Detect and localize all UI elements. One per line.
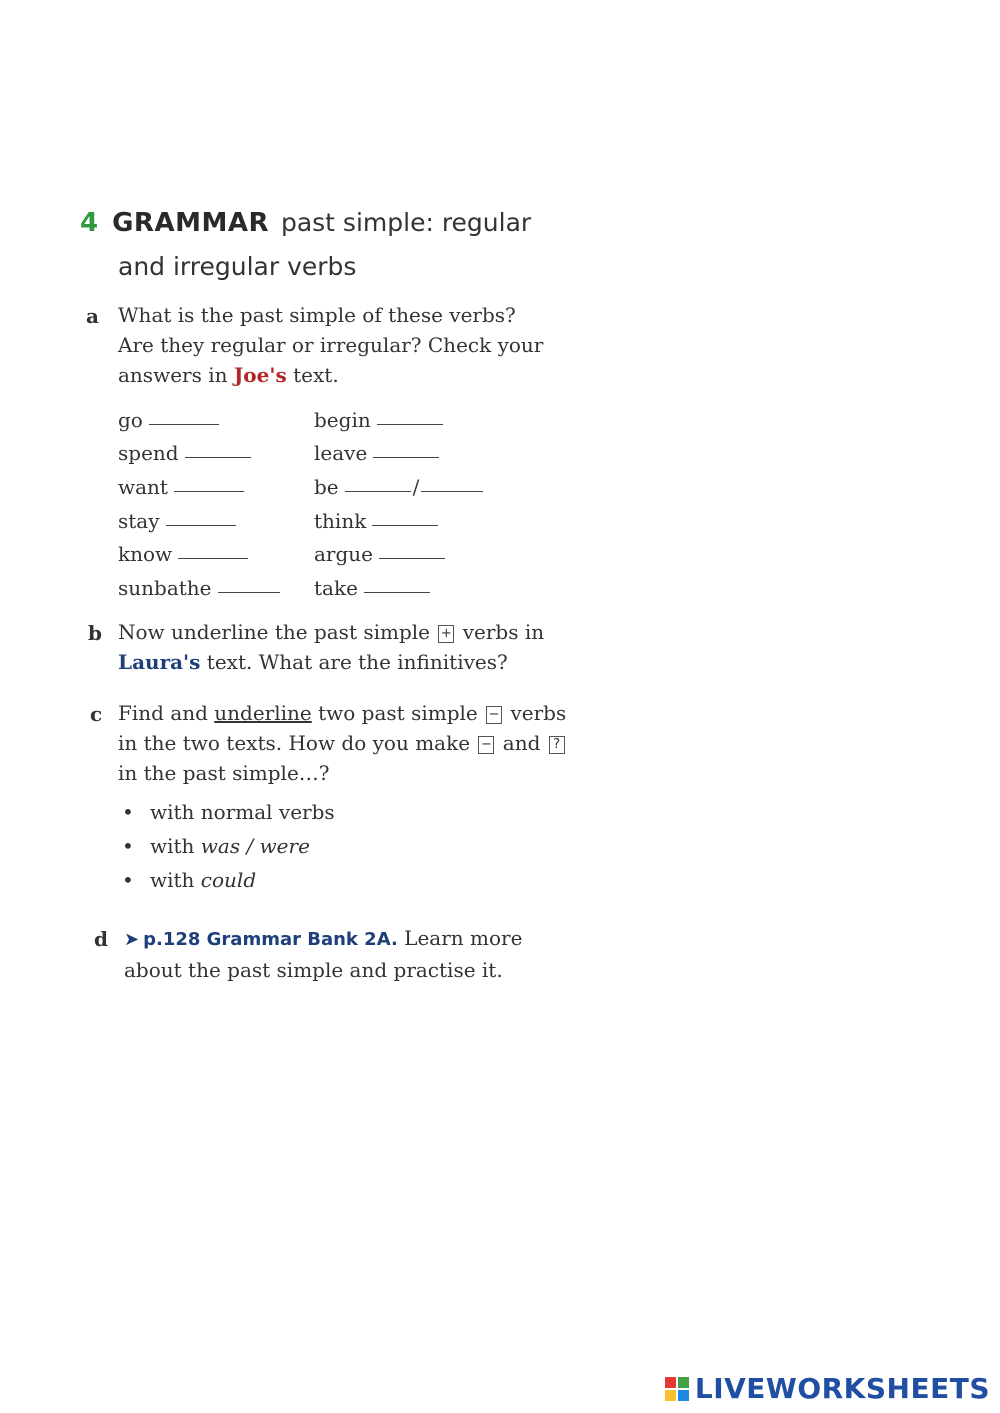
exercise-c-line3: in the past simple…? — [118, 761, 330, 785]
verb-item — [314, 576, 430, 600]
exercise-a-line2: Are they regular or irregular? Check your — [118, 333, 544, 357]
exercise-a-line1: What is the past simple of these verbs? — [118, 303, 516, 327]
exercise-d-instructions — [124, 923, 644, 985]
exercise-d-line1-post: Learn more — [397, 926, 523, 950]
verb-item — [314, 542, 445, 566]
verb-label: go — [118, 408, 143, 432]
bullet-icon: • — [122, 800, 134, 824]
list-item — [122, 868, 256, 892]
joe-name: Joe's — [233, 363, 287, 387]
underline-word: underline — [214, 701, 312, 725]
exercise-d-letter: d — [94, 927, 108, 951]
exercise-c-line2-pre: in the two texts. How do you make — [118, 731, 477, 755]
exercise-c-line1-post: verbs — [504, 701, 567, 725]
verb-label: stay — [118, 509, 160, 533]
liveworksheets-logo — [665, 1372, 990, 1405]
bullet-italic: could — [200, 868, 257, 892]
question-symbol-box: ? — [549, 736, 565, 754]
bullet-italic: was / were — [200, 834, 310, 858]
answer-blank[interactable] — [185, 456, 251, 458]
section-number: 4 — [80, 208, 99, 238]
liveworksheets-brand: LIVEWORKSHEETS — [694, 1372, 990, 1405]
answer-blank[interactable] — [421, 490, 483, 492]
exercise-a-instructions — [118, 300, 638, 390]
bullet-text: with — [150, 834, 201, 858]
answer-blank[interactable] — [218, 591, 280, 593]
verb-item — [118, 441, 251, 465]
section-subtitle-line1: past simple: regular — [280, 208, 532, 237]
answer-blank[interactable] — [178, 557, 248, 559]
arrow-icon: ➤ — [124, 929, 140, 950]
exercise-c-line1-pre: Find and — [118, 701, 215, 725]
verb-item — [118, 509, 236, 533]
verb-item — [314, 441, 439, 465]
exercise-a-line3-pre: answers in — [118, 363, 234, 387]
exercise-a-letter: a — [86, 304, 99, 328]
answer-blank[interactable] — [166, 524, 236, 526]
verb-item — [118, 576, 280, 600]
verb-label: be — [314, 475, 339, 499]
be-separator: / — [412, 475, 420, 499]
exercise-c-instructions — [118, 698, 638, 788]
plus-symbol-box: + — [438, 625, 454, 643]
answer-blank[interactable] — [345, 490, 411, 492]
answer-blank[interactable] — [174, 490, 244, 492]
verb-label: know — [118, 542, 173, 566]
answer-blank[interactable] — [377, 423, 443, 425]
exercise-d-line2: about the past simple and practise it. — [124, 958, 503, 982]
verb-label: sunbathe — [118, 576, 212, 600]
exercise-a-line3-post: text. — [286, 363, 339, 387]
bullet-icon: • — [122, 868, 134, 892]
exercise-c-line1-mid: two past simple — [311, 701, 485, 725]
answer-blank[interactable] — [149, 423, 219, 425]
verb-label: leave — [314, 441, 368, 465]
verb-label: want — [118, 475, 168, 499]
section-subtitle-line2: and irregular verbs — [118, 252, 357, 281]
exercise-a-line3 — [118, 360, 638, 390]
verb-item — [118, 475, 244, 499]
verb-label: take — [314, 576, 358, 600]
answer-blank[interactable] — [379, 557, 445, 559]
verb-item — [314, 509, 438, 533]
verb-label: begin — [314, 408, 371, 432]
verb-label: argue — [314, 542, 374, 566]
exercise-b-line1-post: verbs in — [456, 620, 545, 644]
bullet-text: with — [150, 868, 201, 892]
answer-blank[interactable] — [372, 524, 438, 526]
exercise-b-line2-post: text. What are the infinitives? — [200, 650, 508, 674]
bullet-text: with normal verbs — [150, 800, 335, 824]
list-item — [122, 834, 310, 858]
verb-label: think — [314, 509, 367, 533]
verb-label: spend — [118, 441, 179, 465]
minus-symbol-box: − — [478, 736, 494, 754]
verb-item — [314, 475, 483, 499]
bullet-icon: • — [122, 834, 134, 858]
exercise-b-instructions — [118, 617, 638, 677]
list-item — [122, 800, 335, 824]
answer-blank[interactable] — [373, 456, 439, 458]
minus-symbol-box: − — [486, 706, 502, 724]
exercise-b-line1-pre: Now underline the past simple — [118, 620, 437, 644]
verb-item — [314, 408, 443, 432]
liveworksheets-logo-icon — [665, 1377, 689, 1401]
verb-item — [118, 542, 248, 566]
verb-item — [118, 408, 219, 432]
answer-blank[interactable] — [364, 591, 430, 593]
exercise-c-letter: c — [90, 702, 103, 726]
exercise-b-letter: b — [88, 621, 102, 645]
grammar-bank-link[interactable]: p.128 Grammar Bank 2A. — [143, 929, 398, 950]
section-title: GRAMMAR — [112, 208, 269, 238]
exercise-c-line2-and: and — [496, 731, 547, 755]
laura-name: Laura's — [118, 650, 201, 674]
section-heading — [80, 208, 640, 281]
